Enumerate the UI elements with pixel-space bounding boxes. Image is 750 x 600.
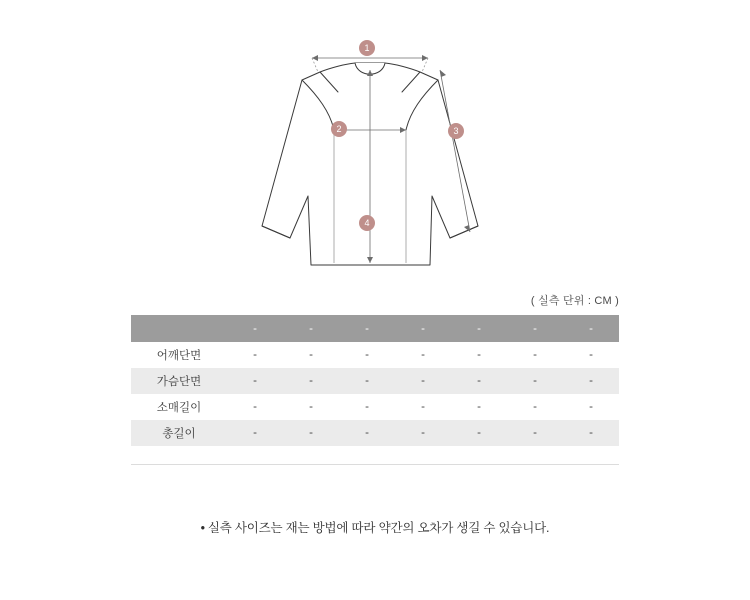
size-table bbox=[131, 315, 619, 446]
cell: - bbox=[451, 368, 507, 394]
row-label-chest: 가슴단면 bbox=[131, 368, 227, 394]
column-header: - bbox=[339, 315, 395, 342]
cell: - bbox=[283, 394, 339, 420]
cell: - bbox=[339, 394, 395, 420]
size-table-block bbox=[131, 292, 619, 446]
row-label-shoulder: 어깨단면 bbox=[131, 342, 227, 368]
cell: - bbox=[395, 342, 451, 368]
column-header: - bbox=[283, 315, 339, 342]
cell: - bbox=[395, 368, 451, 394]
badge-chest-width: 2 bbox=[331, 121, 347, 137]
cell: - bbox=[563, 394, 619, 420]
table-row bbox=[131, 368, 619, 394]
cell: - bbox=[339, 368, 395, 394]
column-header: - bbox=[227, 315, 283, 342]
bullet-icon: • bbox=[200, 521, 205, 535]
cell: - bbox=[339, 342, 395, 368]
cell: - bbox=[507, 394, 563, 420]
cell: - bbox=[227, 368, 283, 394]
badge-sleeve-length: 3 bbox=[448, 123, 464, 139]
cell: - bbox=[395, 420, 451, 446]
footnote bbox=[0, 518, 750, 536]
cell: - bbox=[227, 342, 283, 368]
table-corner-cell bbox=[131, 315, 227, 342]
cell: - bbox=[227, 420, 283, 446]
cell: - bbox=[283, 420, 339, 446]
footnote-text: 실측 사이즈는 재는 방법에 따라 약간의 오차가 생길 수 있습니다. bbox=[207, 521, 550, 535]
size-table-header bbox=[131, 315, 619, 342]
cell: - bbox=[283, 368, 339, 394]
column-header: - bbox=[395, 315, 451, 342]
table-row bbox=[131, 420, 619, 446]
badge-total-length: 4 bbox=[359, 215, 375, 231]
column-header: - bbox=[451, 315, 507, 342]
section-divider bbox=[131, 464, 619, 465]
cell: - bbox=[451, 342, 507, 368]
cell: - bbox=[507, 420, 563, 446]
cell: - bbox=[395, 394, 451, 420]
cell: - bbox=[507, 342, 563, 368]
cell: - bbox=[339, 420, 395, 446]
cell: - bbox=[563, 368, 619, 394]
cell: - bbox=[451, 394, 507, 420]
row-label-sleeve: 소매길이 bbox=[131, 394, 227, 420]
table-header-row bbox=[131, 315, 619, 342]
cell: - bbox=[507, 368, 563, 394]
badge-shoulder-width: 1 bbox=[359, 40, 375, 56]
size-table-body bbox=[131, 342, 619, 446]
column-header: - bbox=[507, 315, 563, 342]
cell: - bbox=[451, 420, 507, 446]
cell: - bbox=[563, 342, 619, 368]
table-row bbox=[131, 342, 619, 368]
column-header: - bbox=[563, 315, 619, 342]
cell: - bbox=[227, 394, 283, 420]
row-label-total-length: 총길이 bbox=[131, 420, 227, 446]
garment-diagram bbox=[0, 0, 750, 290]
unit-note: ( 실측 단위 : CM ) bbox=[530, 295, 619, 307]
cell: - bbox=[563, 420, 619, 446]
cell: - bbox=[283, 342, 339, 368]
garment-illustration bbox=[0, 0, 750, 290]
table-row bbox=[131, 394, 619, 420]
